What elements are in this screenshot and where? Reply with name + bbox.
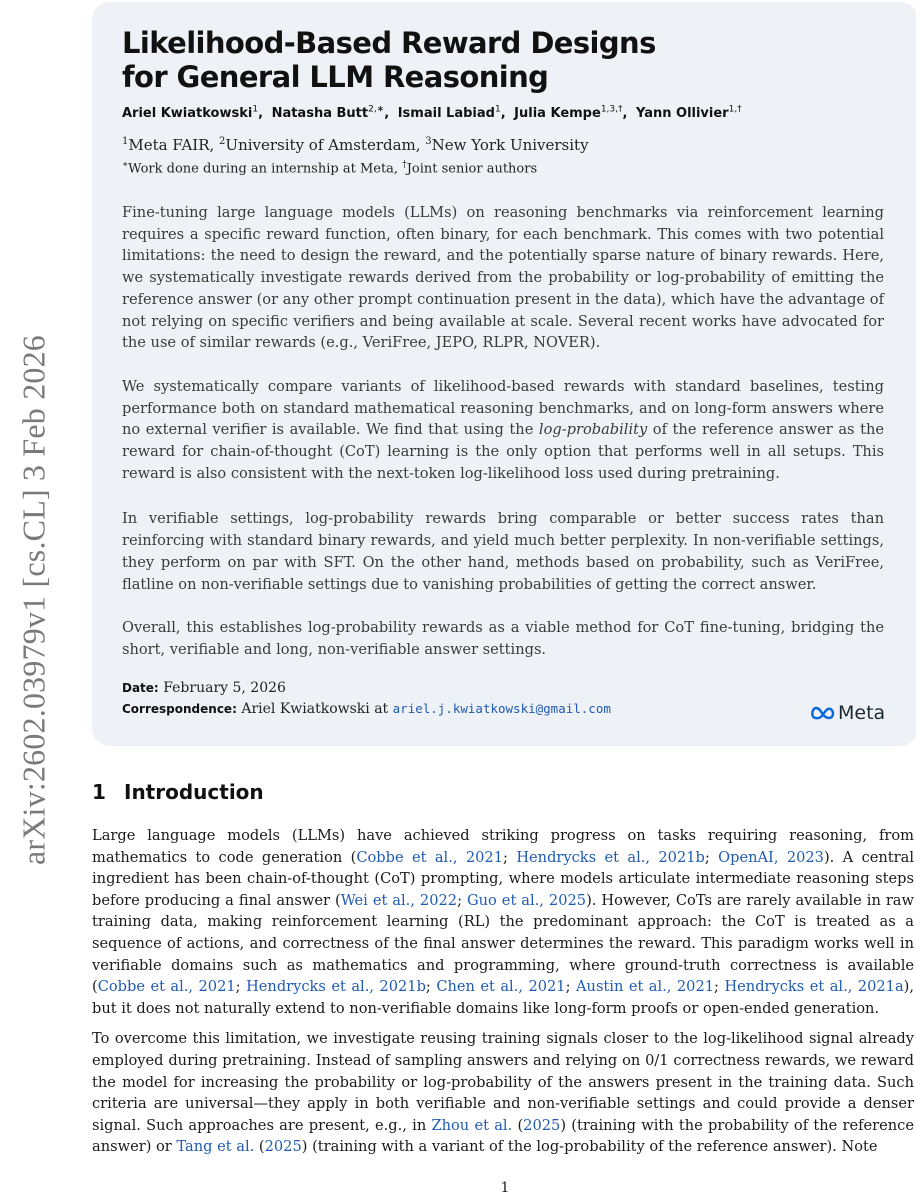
citation-link[interactable]: Hendrycks et al., 2021b [516, 848, 705, 866]
author-list [122, 105, 902, 121]
citation-link[interactable]: Guo et al., 2025 [466, 891, 587, 909]
emphasis: log-probability [538, 421, 648, 439]
section-number: 1 [92, 780, 106, 804]
citation-link[interactable]: 2025 [523, 1116, 561, 1134]
citation-link[interactable]: Cobbe et al., 2021 [97, 978, 236, 996]
meta-infinity-icon [810, 706, 836, 720]
author[interactable]: Ismail Labiad$^1$, [397, 105, 506, 122]
citation-link[interactable]: Chen et al., 2021 [436, 978, 566, 996]
citation-link[interactable]: Austin et al., 2021 [576, 978, 715, 996]
date-label: Date: [122, 681, 159, 695]
title-line: Likelihood-Based Reward Designs [122, 26, 656, 60]
citation-link[interactable]: Zhou et al. [431, 1116, 513, 1134]
author[interactable]: Yann Ollivier$^{1,\dagger}$ [635, 105, 742, 122]
author-notes: ∗Work done during an internship at Meta, †Joint senior authors [122, 160, 538, 177]
abstract [122, 202, 884, 683]
date-line [122, 680, 286, 696]
paper-title [122, 26, 782, 94]
abstract-paragraph: Overall, this establishes log-probability rewards as a viable method for CoT fine-tuning, bridging the short, verifiable and long, non-verifiable answer settings. [122, 619, 884, 658]
citation-link[interactable]: Cobbe et al., 2021 [356, 848, 504, 866]
meta-logo [810, 702, 885, 724]
correspondence-label: Correspondence: [122, 702, 237, 716]
abstract-paragraph: In verifiable settings, log-probability rewards bring comparable or better success rates than reinforcing with standard binary rewards, and yield much better perplexity. In non-verifiable settings, they perform on par with SFT. On the other hand, methods based on probability, such as VeriFree, flatline on non-verifiable settings due to vanishing probabilities of getting the correct answer. [122, 510, 884, 593]
citation-link[interactable]: Wei et al., 2022 [340, 891, 458, 909]
abstract-paragraph: We systematically compare variants of likelihood-based rewards with standard baselines, testing performance both on standard mathematical reasoning benchmarks, and on long-form answers where no external verifier is available. We find that using the log-probability of the reference answer as the reward for chain-of-thought (CoT) learning is the only option that performs well in all setups. This reward is also consistent with the next-token log-likelihood loss used during pretraining. [122, 377, 884, 482]
page-number: 1 [500, 1180, 510, 1196]
arxiv-stamp: arXiv:2602.03979v1 [cs.CL] 3 Feb 2026 [15, 334, 52, 866]
citation-link[interactable]: Hendrycks et al., 2021a [724, 978, 904, 996]
logo-wordmark: Meta [838, 702, 886, 724]
email-link[interactable]: ariel.j.kwiatkowski@gmail.com [392, 701, 611, 716]
body-paragraph: Large language models (LLMs) have achieved striking progress on tasks requiring reasoning, from mathematics to code generation (Cobbe et al., 2021; Hendrycks et al., 2021b; OpenAI, 2023). A central ingredient has been chain-of-thought (CoT) prompting, where models articulate intermediate reasoning steps before producing a final answer (Wei et al., 2022; Guo et al., 2025). However, CoTs are rarely available in raw training data, making reinforcement learning (RL) the predominant approach: the CoT is treated as a sequence of actions, and correctness of the final answer determines the reward. This paradigm works well in verifiable domains such as mathematics and programming, where ground-truth correctness is available (Cobbe et al., 2021; Hendrycks et al., 2021b; Chen et al., 2021; Austin et al., 2021; Hendrycks et al., 2021a), but it does not naturally extend to non-verifiable domains like long-form proofs or open-ended generation. [92, 827, 914, 1017]
date-value: February 5, 2026 [163, 680, 286, 696]
section-heading [92, 780, 264, 804]
abstract-paragraph: Fine-tuning large language models (LLMs) on reasoning benchmarks via reinforcement learning requires a specific reward function, often binary, for each benchmark. This comes with two potential limitations: the need to design the reward, and the potentially sparse nature of binary rewards. Here, we systematically investigate rewards derived from the probability or log-probability of emitting the reference answer (or any other prompt continuation present in the data), which have the advantage of not relying on specific verifiers and being available at scale. Several recent works have advocated for the use of similar rewards (e.g., VeriFree, JEPO, RLPR, NOVER). [122, 204, 884, 352]
citation-link[interactable]: 2025 [264, 1138, 302, 1156]
author[interactable]: Ariel Kwiatkowski$^1$, [122, 105, 264, 122]
body-paragraph: To overcome this limitation, we investigate reusing training signals closer to the log-likelihood signal already employed during pretraining. Instead of sampling answers and relying on 0/1 correctness rewards, we reward the model for increasing the probability or log-probability of the answers present in the training data. Such criteria are universal—they apply in both verifiable and non-verifiable settings and could provide a denser signal. Such approaches are present, e.g., in Zhou et al. (2025) (training with the probability of the reference answer) or Tang et al. (2025) (training with a variant of the log-probability of the reference answer). Note [92, 1030, 914, 1156]
citation-link[interactable]: OpenAI, 2023 [718, 848, 824, 866]
author[interactable]: Julia Kempe$^{1,3,\dagger}$, [514, 105, 628, 122]
citation-link[interactable]: Hendrycks et al., 2021b [246, 978, 426, 996]
author[interactable]: Natasha Butt$^{2,∗}$, [271, 105, 390, 122]
section-title: Introduction [124, 780, 264, 804]
correspondence-line [122, 701, 611, 717]
title-line: for General LLM Reasoning [122, 60, 549, 94]
introduction-body [92, 825, 914, 1167]
affiliations: $^1$Meta FAIR, $^2$University of Amsterdam, $^3$New York University [122, 136, 589, 154]
citation-link[interactable]: Tang et al. [176, 1138, 255, 1156]
correspondence-name: Ariel Kwiatkowski at [241, 701, 393, 717]
